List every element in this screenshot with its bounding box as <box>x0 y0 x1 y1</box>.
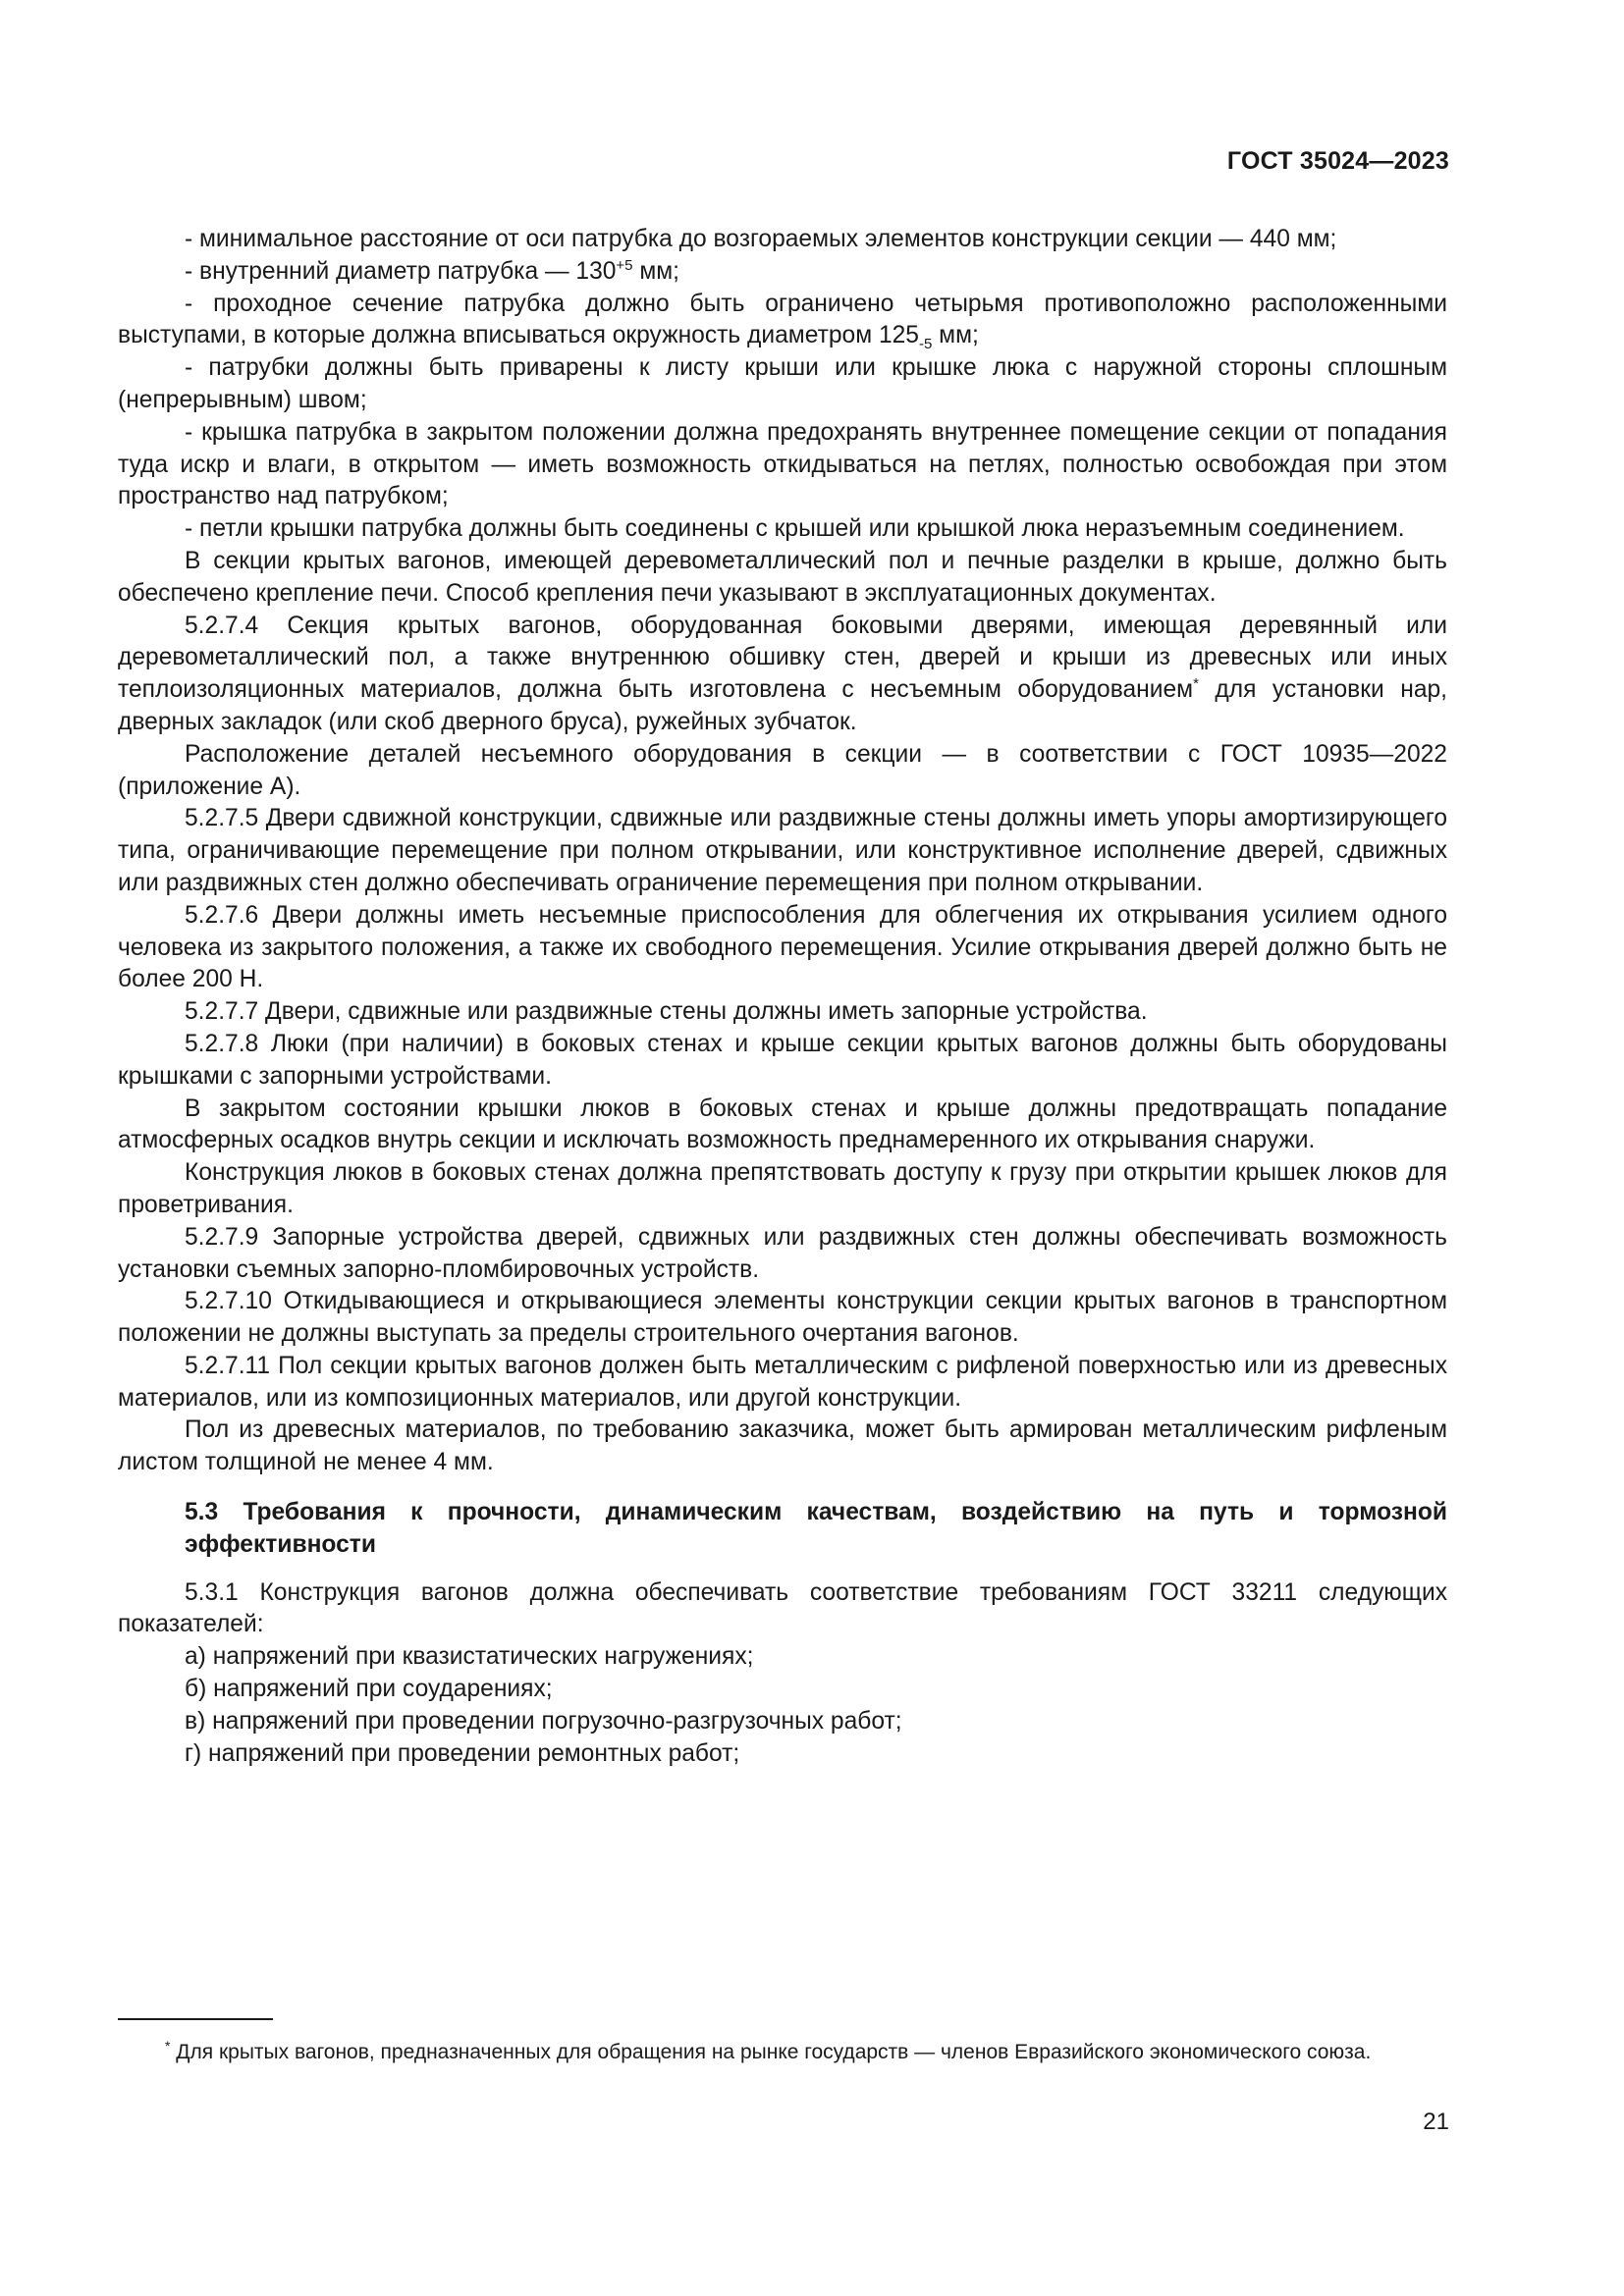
footnote-text: Для крытых вагонов, предназначенных для обращения на рынке государств — членов Евразийского экономического союза. <box>170 2041 1372 2063</box>
document-header: ГОСТ 35024—2023 <box>1226 147 1449 175</box>
clause-5-2-7-11: 5.2.7.11 Пол секции крытых вагонов должен быть металлическим с рифленой поверхностью или из древесных материалов, или из композиционных материалов, или другой конструкции. <box>118 1352 1447 1412</box>
paragraph: Пол из древесных материалов, по требованию заказчика, может быть армирован металлическим рифленым листом толщиной не менее 4 мм. <box>118 1416 1447 1476</box>
footnote <box>118 2032 1447 2066</box>
bullet-item: - внутренний диаметр патрубка — $130^{+5}$ мм; <box>185 256 680 285</box>
page-number: 21 <box>1423 2109 1449 2135</box>
clause-5-2-7-4: 5.2.7.4 Секция крытых вагонов, оборудованная боковыми дверями, имеющая деревянный или деревометаллический пол, а также внутреннюю обшивку стен, дверей и крыши из древесных или иных теплоизоляционных материалов, должна быть изготовлена с несъемным оборудованием* для установки нар, дверных закладок (или скоб дверного бруса), ружейных зубчаток. <box>118 612 1448 735</box>
bullet-item: - петли крышки патрубка должны быть соединены с крышей или крышкой люка неразъемным соединением. <box>185 515 1405 543</box>
footnote-mark: * <box>165 2038 171 2054</box>
paragraph: В секции крытых вагонов, имеющей деревометаллический пол и печные разделки в крыше, должно быть обеспечено крепление печи. Способ крепления печи указывают в эксплуатационных документах. <box>118 547 1447 607</box>
footnote-separator <box>118 2018 273 2020</box>
paragraph: В закрытом состоянии крышки люков в боковых стенах и крыше должны предотвращать попадание атмосферных осадков внутрь секции и исключать возможность преднамеренного их открывания снаружи. <box>118 1095 1447 1154</box>
bullet-item: - проходное сечение патрубка должно быть ограничено четырьмя противоположно расположенными выступами, в которые должна вписываться окружность диаметром $125_{-5}$ мм; <box>118 290 1447 353</box>
clause-5-2-7-7: 5.2.7.7 Двери, сдвижные или раздвижные стены должны иметь запорные устройства. <box>185 998 1148 1026</box>
footnote-reference: * <box>1193 675 1199 693</box>
bullet-item: - минимальное расстояние от оси патрубка до возгораемых элементов конструкции секции — 440 мм; <box>185 226 1337 252</box>
clause-5-2-7-8: 5.2.7.8 Люки (при наличии) в боковых стенах и крыше секции крытых вагонов должны быть оборудованы крышками с запорными устройствами. <box>118 1030 1447 1090</box>
document-body <box>118 224 1447 1770</box>
clause-5-2-7-6: 5.2.7.6 Двери должны иметь несъемные приспособления для облегчения их открывания усилием одного человека из закрытого положения, а также их свободного перемещения. Усилие открывания дверей должно быть не более 200 Н. <box>118 901 1447 993</box>
clause-5-2-7-9: 5.2.7.9 Запорные устройства дверей, сдвижных или раздвижных стен должны обеспечивать возможность установки съемных запорно-пломбировочных устройств. <box>118 1223 1447 1283</box>
list-item: б) напряжений при соударениях; <box>185 1676 553 1703</box>
tolerance-subscript: -5 <box>918 336 933 353</box>
paragraph: Конструкция люков в боковых стенах должна препятствовать доступу к грузу при открытии крышек люков для проветривания. <box>118 1159 1447 1218</box>
list-item: г) напряжений при проведении ремонтных работ; <box>185 1739 740 1767</box>
clause-5-3-1: 5.3.1 Конструкция вагонов должна обеспечивать соответствие требованиям ГОСТ 33211 следующих показателей: <box>118 1578 1447 1638</box>
clause-5-2-7-10: 5.2.7.10 Откидывающиеся и открывающиеся элементы конструкции секции крытых вагонов в транспортном положении не должны выступать за пределы строительного очертания вагонов. <box>118 1288 1447 1348</box>
tolerance-superscript: +5 <box>616 256 633 274</box>
list-item: а) напряжений при квазистатических нагружениях; <box>185 1643 754 1671</box>
paragraph: Расположение деталей несъемного оборудования в секции — в соответствии с ГОСТ 10935—2022 (приложение А). <box>118 740 1447 800</box>
bullet-item: - патрубки должны быть приварены к листу крыши или крышке люка с наружной стороны сплошным (непрерывным) швом; <box>118 354 1447 413</box>
clause-5-2-7-5: 5.2.7.5 Двери сдвижной конструкции, сдвижные или раздвижные стены должны иметь упоры амортизирующего типа, ограничивающие перемещение при полном открывании, или конструктивное исполнение дверей, сдвижных или раздвижных стен должно обеспечивать ограничение перемещения при полном открывании. <box>118 805 1447 896</box>
section-heading-5-3: 5.3 Требования к прочности, динамическим качествам, воздействию на путь и тормозной эффективности <box>185 1499 1447 1558</box>
list-item: в) напряжений при проведении погрузочно-разгрузочных работ; <box>185 1707 902 1735</box>
bullet-item: - крышка патрубка в закрытом положении должна предохранять внутреннее помещение секции от попадания туда искр и влаги, в открытом — иметь возможность откидываться на петлях, полностью освобождая при этом пространство над патрубком; <box>118 418 1447 510</box>
